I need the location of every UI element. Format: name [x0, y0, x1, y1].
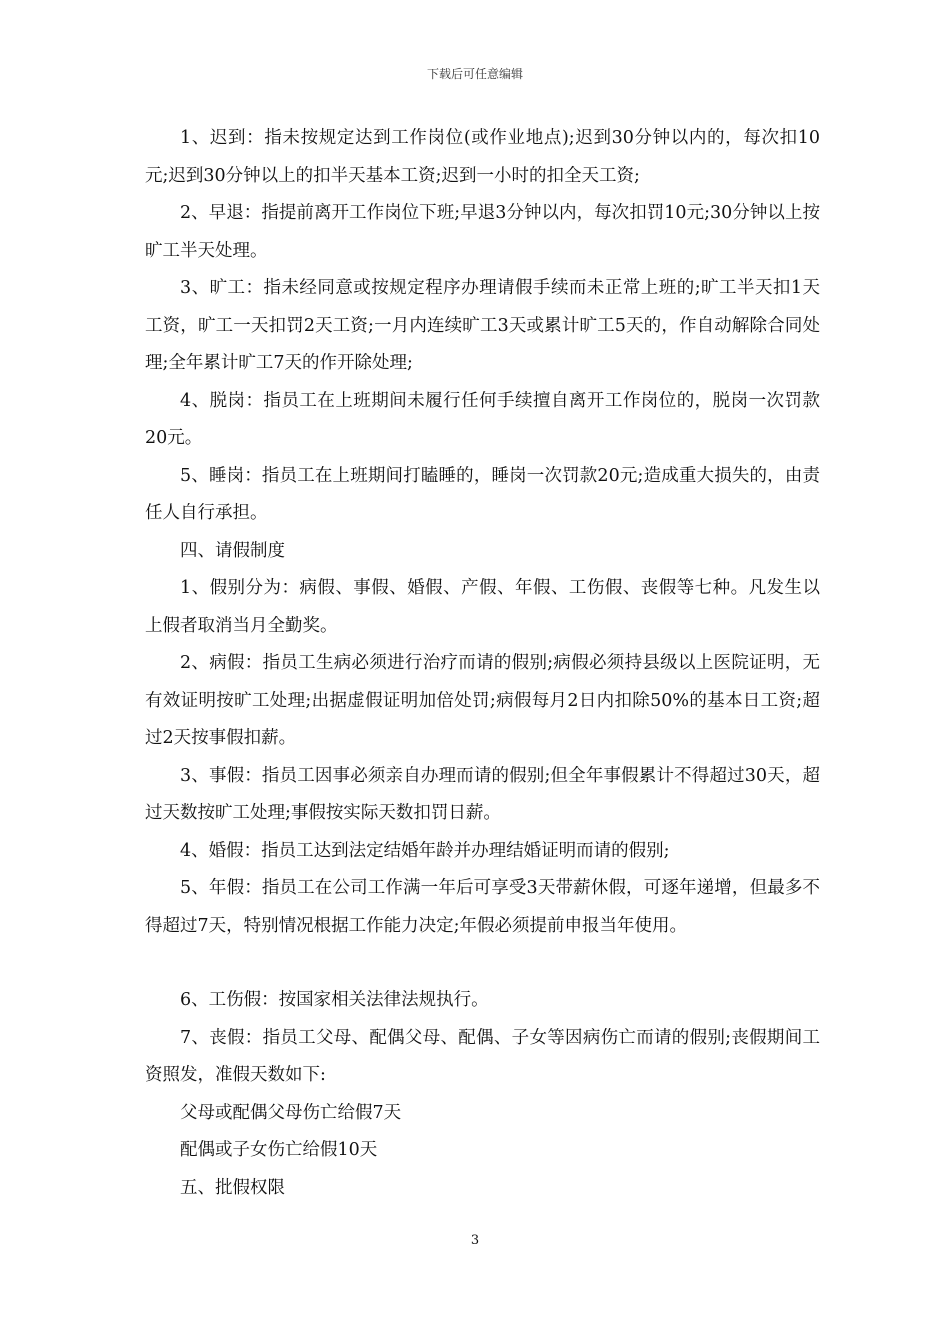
section-heading-approval-authority: 五、批假权限 [180, 1177, 285, 1198]
paragraph-late: 1、迟到：指未按规定达到工作岗位(或作业地点);迟到30分钟以内的，每次扣10元;迟到30分钟以上的扣半天基本工资;迟到一小时的扣全天工资; [145, 128, 820, 186]
paragraph-leaving-post: 4、脱岗：指员工在上班期间未履行任何手续擅自离开工作岗位的，脱岗一次罚款20元。 [145, 390, 820, 448]
list-item-spouse-children: 配偶或子女伤亡给假10天 [180, 1140, 378, 1160]
list-item-parents: 父母或配偶父母伤亡给假7天 [180, 1102, 402, 1123]
page-header: 下载后可任意编辑 [426, 67, 523, 81]
paragraph-leave-types: 1、假别分为：病假、事假、婚假、产假、年假、工伤假、丧假等七种。凡发生以上假者取消当月全勤奖。 [145, 578, 820, 636]
document-body [145, 120, 820, 1207]
paragraph-bereavement-leave: 7、丧假：指员工父母、配偶父母、配偶、子女等因病伤亡而请的假别;丧假期间工资照发，准假天数如下: [145, 1027, 820, 1085]
page-number: 3 [470, 1233, 480, 1248]
paragraph-early-leave: 2、早退：指提前离开工作岗位下班;早退3分钟以内，每次扣罚10元;30分钟以上按旷工半天处理。 [145, 203, 820, 261]
section-heading-leave-policy: 四、请假制度 [180, 540, 285, 561]
paragraph-personal-leave: 3、事假：指员工因事必须亲自办理而请的假别;但全年事假累计不得超过30天，超过天数按旷工处理;事假按实际天数扣罚日薪。 [145, 765, 820, 823]
paragraph-sleeping-on-duty: 5、睡岗：指员工在上班期间打瞌睡的，睡岗一次罚款20元;造成重大损失的，由责任人自行承担。 [145, 465, 820, 523]
blank-line [145, 945, 820, 982]
paragraph-injury-leave: 6、工伤假：按国家相关法律法规执行。 [180, 990, 489, 1010]
paragraph-absenteeism: 3、旷工：指未经同意或按规定程序办理请假手续而未正常上班的;旷工半天扣1天工资，旷工一天扣罚2天工资;一月内连续旷工3天或累计旷工5天的，作自动解除合同处理;全年累计旷工7天的作开除处理; [145, 278, 820, 373]
paragraph-annual-leave: 5、年假：指员工在公司工作满一年后可享受3天带薪休假，可逐年递增，但最多不得超过7天，特别情况根据工作能力决定;年假必须提前申报当年使用。 [145, 878, 820, 936]
paragraph-sick-leave: 2、病假：指员工生病必须进行治疗而请的假别;病假必须持县级以上医院证明，无有效证明按旷工处理;出据虚假证明加倍处罚;病假每月2日内扣除50%的基本日工资;超过2天按事假扣薪。 [145, 653, 820, 748]
paragraph-marriage-leave: 4、婚假：指员工达到法定结婚年龄并办理结婚证明而请的假别; [180, 840, 670, 861]
